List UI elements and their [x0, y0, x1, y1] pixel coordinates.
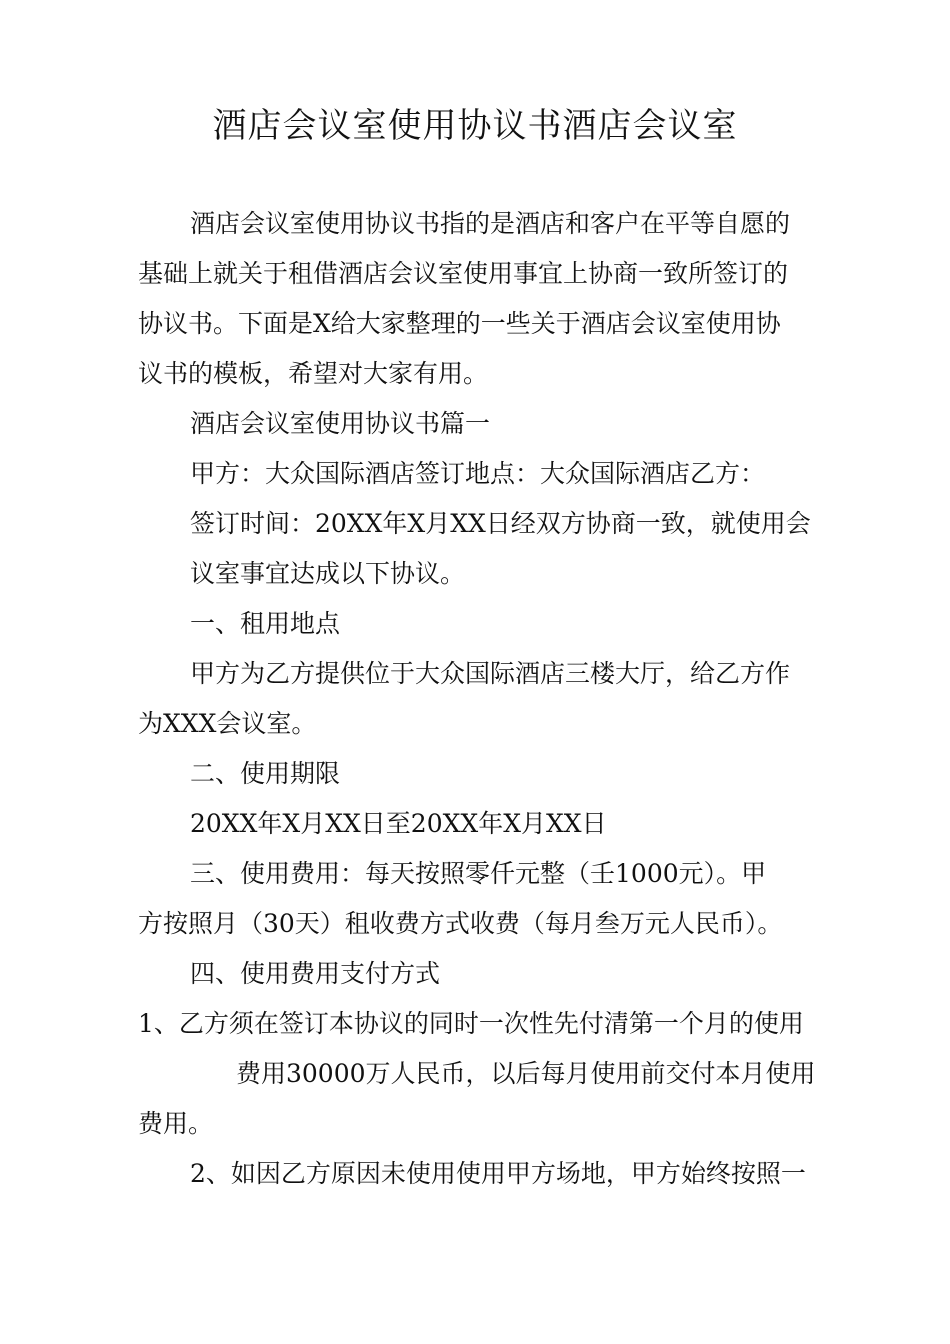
body-line: 2、如因乙方原因未使用使用甲方场地，甲方始终按照一 [190, 1159, 806, 1188]
clause-heading: 三、使用费用：每天按照零仟元整（壬1000元）。甲 [190, 859, 767, 888]
body-line: 议室事宜达成以下协议。 [190, 559, 466, 588]
body-line: 为XXX会议室。 [138, 709, 317, 738]
body-line: 协议书。下面是X给大家整理的一些关于酒店会议室使用协 [138, 309, 781, 338]
section-heading: 酒店会议室使用协议书篇一 [190, 409, 491, 438]
body-line: 基础上就关于租借酒店会议室使用事宜上协商一致所签订的 [138, 259, 789, 288]
clause-heading: 二、使用期限 [190, 759, 341, 788]
body-line: 酒店会议室使用协议书指的是酒店和客户在平等自愿的 [190, 209, 791, 238]
body-line: 费用30000万人民币，以后每月使用前交付本月使用 [236, 1059, 816, 1088]
body-line: 1、乙方须在签订本协议的同时一次性先付清第一个月的使用 [138, 1009, 804, 1038]
body-line: 甲方：大众国际酒店签订地点：大众国际酒店乙方： [190, 459, 766, 488]
body-line: 20XX年X月XX日至20XX年X月XX日 [190, 809, 607, 838]
body-line: 方按照月（30天）租收费方式收费（每月叁万元人民币）。 [138, 909, 783, 938]
clause-heading: 一、租用地点 [190, 609, 341, 638]
body-line: 议书的模板，希望对大家有用。 [138, 359, 489, 388]
body-line: 甲方为乙方提供位于大众国际酒店三楼大厅，给乙方作 [190, 659, 791, 688]
body-line: 费用。 [138, 1109, 214, 1138]
page-title: 酒店会议室使用协议书酒店会议室 [212, 106, 738, 146]
clause-heading: 四、使用费用支付方式 [190, 959, 441, 988]
body-line: 签订时间：20XX年X月XX日经双方协商一致，就使用会 [190, 509, 811, 538]
